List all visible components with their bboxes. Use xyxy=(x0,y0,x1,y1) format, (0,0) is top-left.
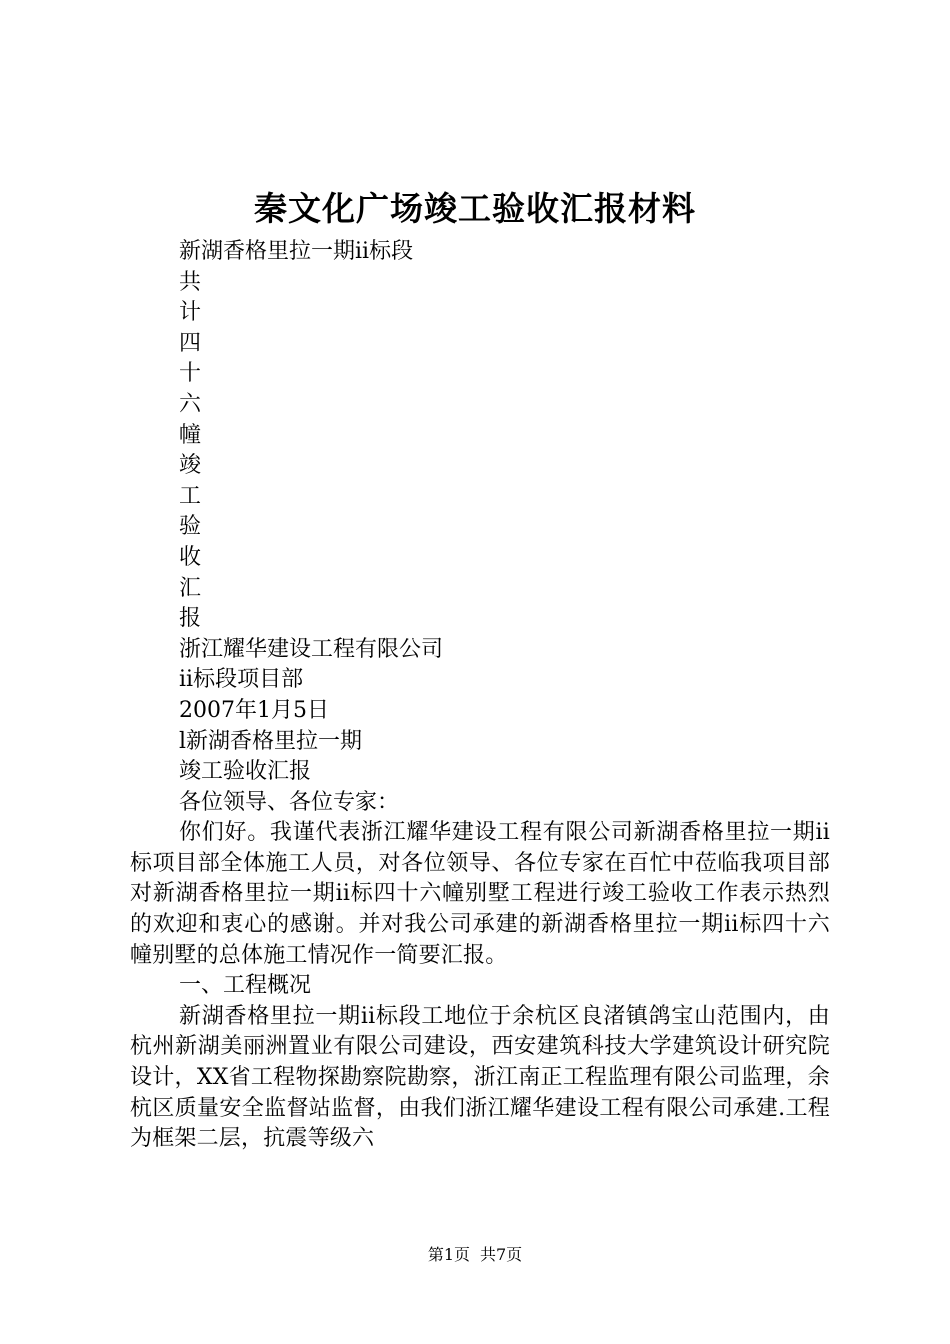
page-number: 第1页 xyxy=(427,1245,470,1264)
text-line: 共 xyxy=(179,269,202,295)
text-line: 新湖香格里拉一期ii标段 xyxy=(179,239,414,264)
document-body xyxy=(130,237,830,1155)
text-line: 十 xyxy=(179,361,202,387)
text-line: 六 xyxy=(179,391,202,417)
body-paragraph: 新湖香格里拉一期ii标段工地位于余杭区良渚镇鸽宝山范围内，由杭州新湖美丽洲置业有限公司建设，西安建筑科技大学建筑设计研究院设计，XX省工程物探勘察院勘察，浙江南正工程监理有限公司监理，余杭区质量安全监督站监督，由我们浙江耀华建设工程有限公司承建.工程为框架二层，抗震等级六 xyxy=(130,1003,830,1152)
text-line: 幢 xyxy=(179,422,202,448)
section-heading: 一、工程概况 xyxy=(179,973,312,999)
department-name: ii标段项目部 xyxy=(179,667,304,693)
text-line: l新湖香格里拉一期 xyxy=(179,728,363,754)
text-line: 竣 xyxy=(179,453,202,479)
company-name: 浙江耀华建设工程有限公司 xyxy=(179,636,444,662)
body-paragraph: 你们好。我谨代表浙江耀华建设工程有限公司新湖香格里拉一期ii标项目部全体施工人员，对各位领导、各位专家在百忙中莅临我项目部对新湖香格里拉一期ii标四十六幢别墅工程进行竣工验收工作表示热烈的欢迎和衷心的感谢。并对我公司承建的新湖香格里拉一期ii标四十六幢别墅的总体施工情况作一简要汇报。 xyxy=(130,820,830,968)
text-line: 汇 xyxy=(179,575,202,601)
document-title: 秦文化广场竣工验收汇报材料 xyxy=(254,189,696,228)
report-subtitle: 竣工验收汇报 xyxy=(179,759,312,785)
text-line: 报 xyxy=(179,606,202,632)
text-line: 收 xyxy=(179,544,202,570)
document-date: 2007年1月5日 xyxy=(179,697,329,723)
text-line: 四 xyxy=(179,330,202,356)
page-footer xyxy=(0,1243,950,1267)
salutation: 各位领导、各位专家： xyxy=(179,789,400,815)
text-line: 计 xyxy=(179,300,202,326)
text-line: 工 xyxy=(179,483,202,509)
page-total: 共7页 xyxy=(480,1245,523,1264)
text-line: 验 xyxy=(179,514,202,540)
